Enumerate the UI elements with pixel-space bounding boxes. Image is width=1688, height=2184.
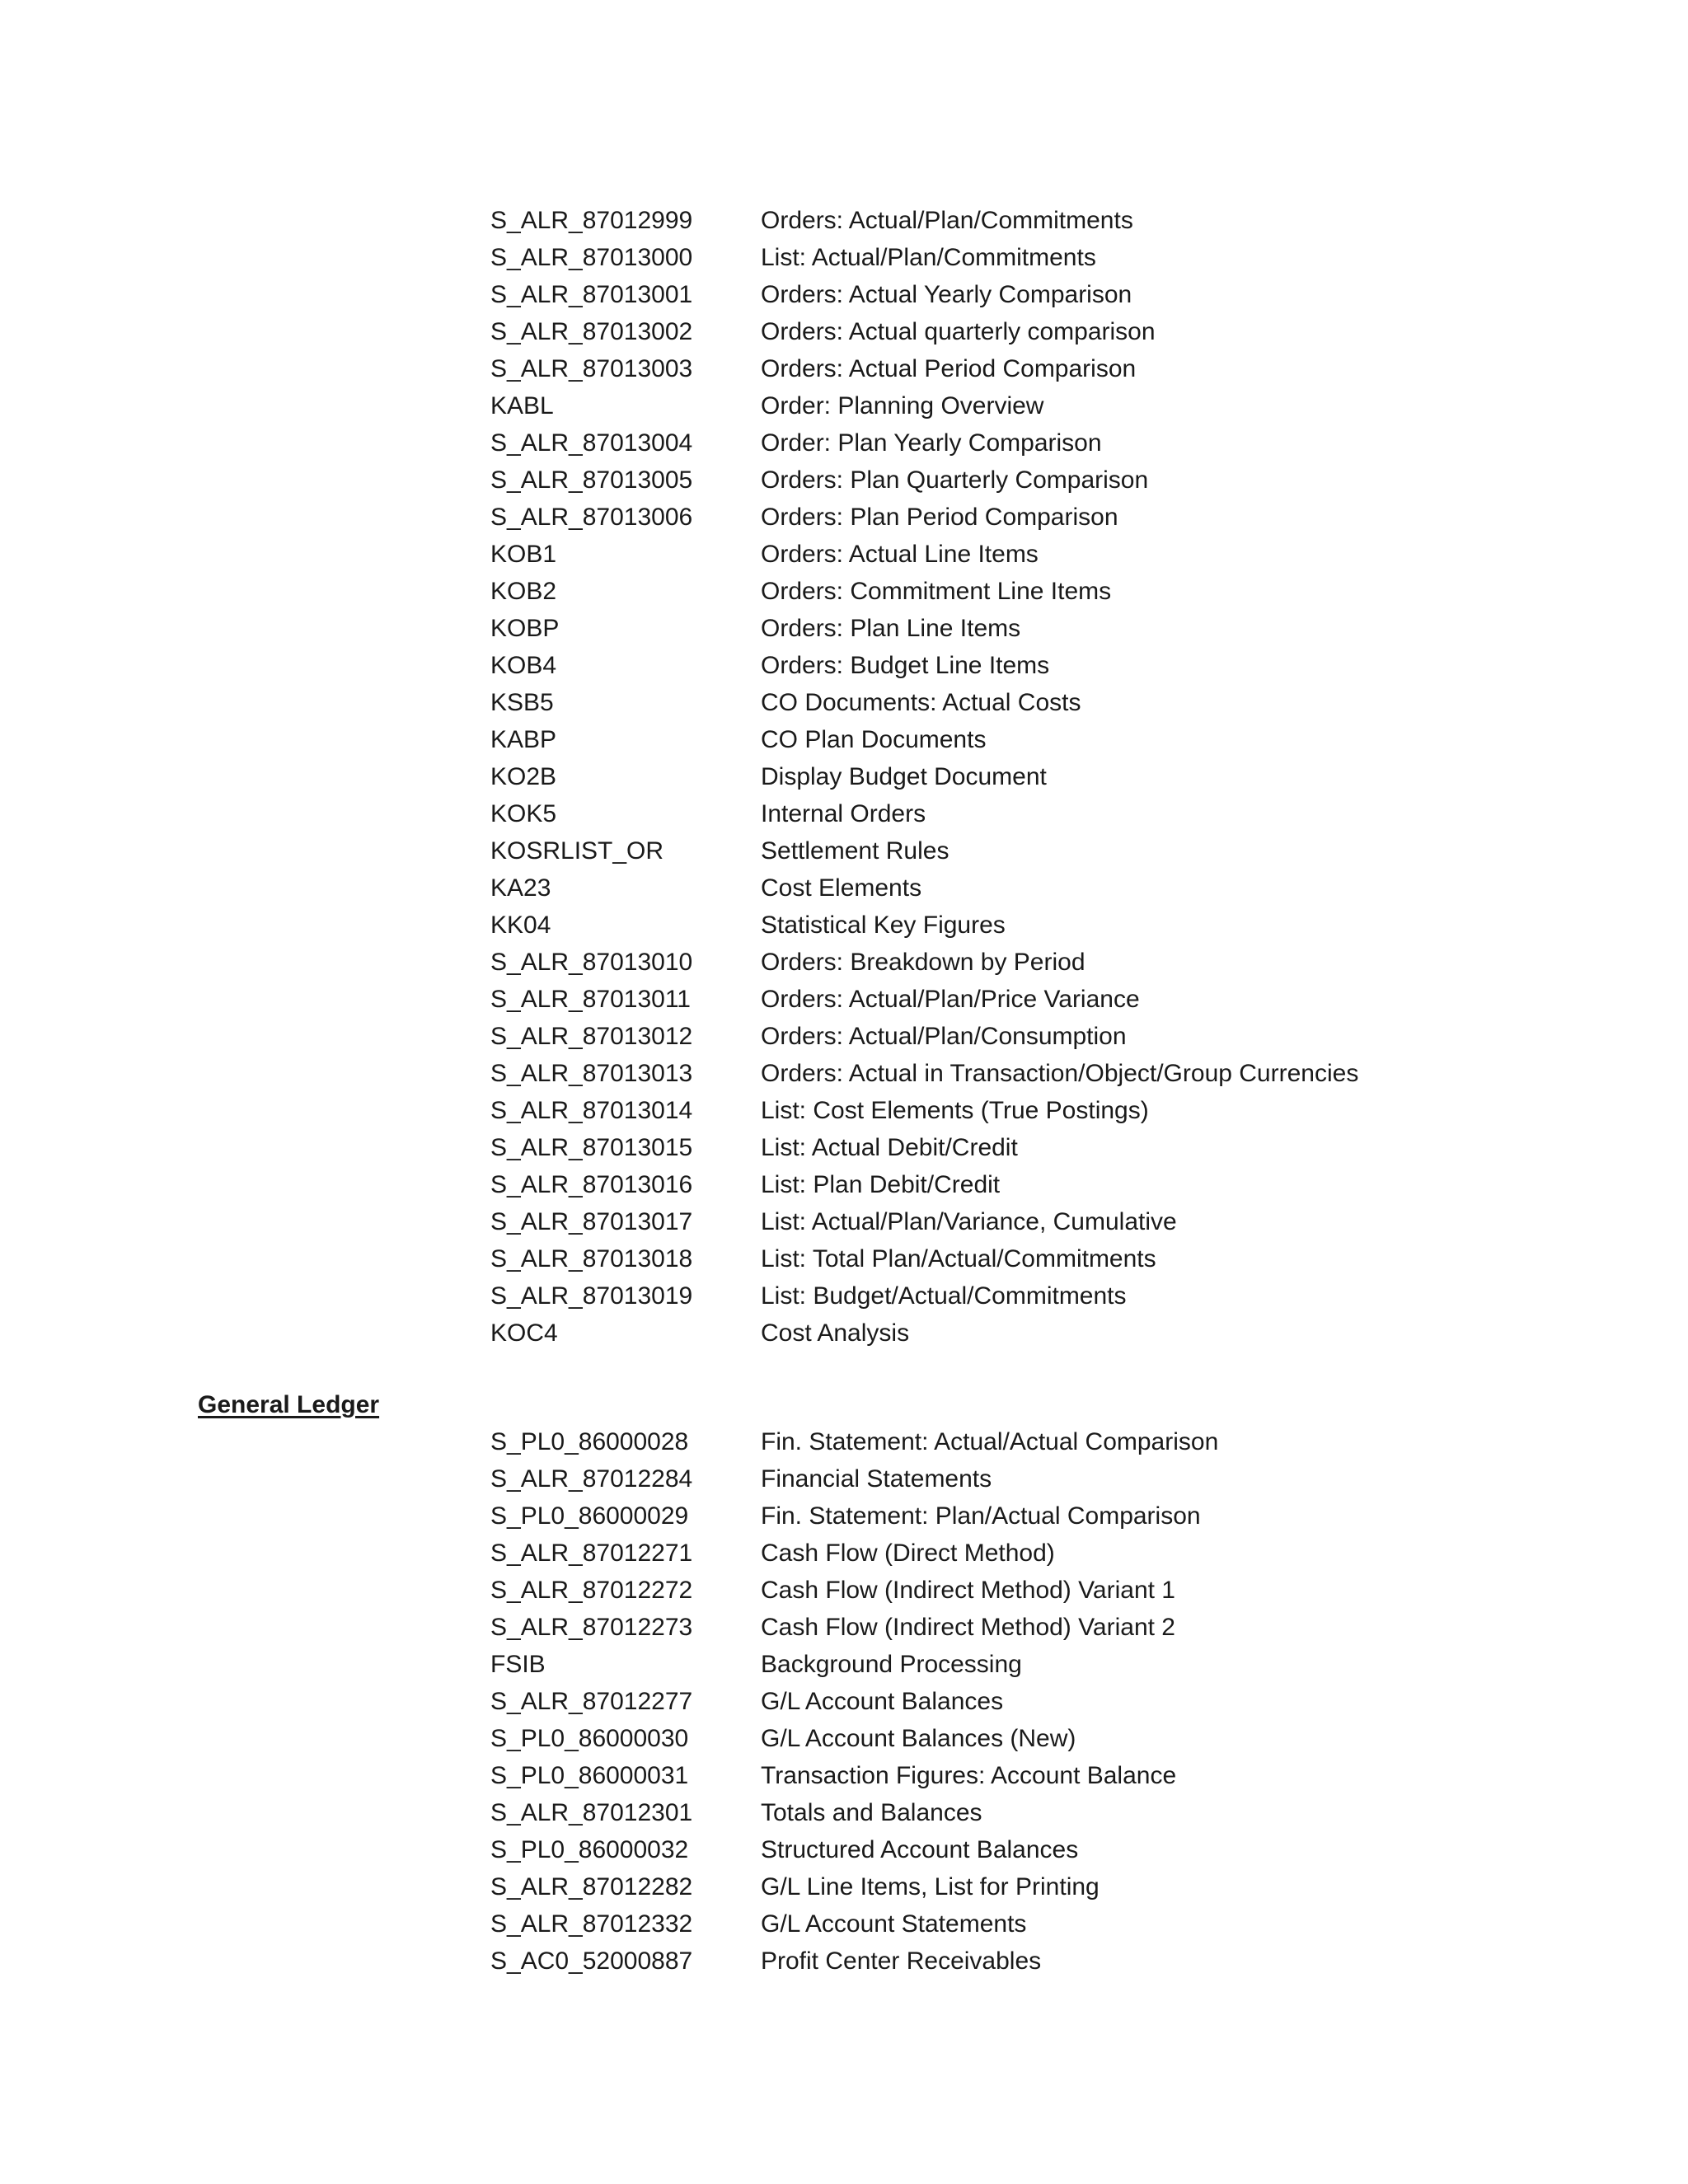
- transaction-description: Orders: Plan Quarterly Comparison: [761, 466, 1149, 494]
- transaction-description: List: Plan Debit/Credit: [761, 1171, 1001, 1198]
- transaction-description: Settlement Rules: [761, 837, 950, 865]
- transaction-code: S_ALR_87013018: [490, 1245, 693, 1272]
- transaction-row: [490, 1535, 1644, 1572]
- transaction-code: S_ALR_87013005: [490, 466, 693, 494]
- transaction-description: Display Budget Document: [761, 763, 1047, 790]
- transaction-description: Orders: Plan Line Items: [761, 615, 1021, 642]
- transaction-row: [490, 795, 1644, 832]
- transaction-row: [490, 313, 1644, 350]
- transaction-code: S_ALR_87013016: [490, 1171, 693, 1198]
- transaction-row: [490, 1720, 1644, 1757]
- transaction-row: [490, 1203, 1644, 1240]
- transaction-description: Statistical Key Figures: [761, 912, 1006, 939]
- transaction-row: [490, 1460, 1644, 1497]
- transaction-description: Orders: Breakdown by Period: [761, 949, 1085, 976]
- transaction-code: KOB4: [490, 652, 557, 679]
- transaction-row: [490, 610, 1644, 647]
- transaction-row: [490, 1166, 1644, 1203]
- transaction-row: [490, 1943, 1644, 1980]
- transaction-row: [490, 981, 1644, 1018]
- transaction-code: S_ALR_87013015: [490, 1134, 693, 1161]
- transaction-code: S_ALR_87013014: [490, 1097, 693, 1124]
- transaction-description: Orders: Budget Line Items: [761, 652, 1050, 679]
- transaction-row: [490, 907, 1644, 944]
- transaction-description: Cost Elements: [761, 874, 922, 902]
- orders-transaction-list: [490, 202, 1644, 1352]
- transaction-description: List: Actual/Plan/Variance, Cumulative: [761, 1208, 1177, 1235]
- transaction-code: S_ALR_87012332: [490, 1910, 693, 1938]
- transaction-description: Orders: Plan Period Comparison: [761, 504, 1118, 531]
- transaction-description: G/L Account Balances: [761, 1688, 1004, 1715]
- transaction-row: [490, 1831, 1644, 1868]
- transaction-row: [490, 1129, 1644, 1166]
- transaction-code: KO2B: [490, 763, 557, 790]
- transaction-row: [490, 350, 1644, 387]
- transaction-description: List: Budget/Actual/Commitments: [761, 1282, 1127, 1310]
- transaction-row: [490, 1497, 1644, 1535]
- transaction-code: KK04: [490, 912, 551, 939]
- transaction-row: [490, 239, 1644, 276]
- transaction-description: G/L Account Balances (New): [761, 1725, 1076, 1752]
- transaction-code: KOBP: [490, 615, 560, 642]
- transaction-code: S_ALR_87013013: [490, 1060, 693, 1087]
- transaction-row: [490, 424, 1644, 462]
- transaction-description: Orders: Actual Line Items: [761, 541, 1039, 568]
- transaction-row: [490, 721, 1644, 758]
- transaction-code: S_ALR_87012272: [490, 1577, 693, 1604]
- transaction-description: CO Documents: Actual Costs: [761, 689, 1081, 716]
- transaction-description: List: Actual/Plan/Commitments: [761, 244, 1096, 271]
- transaction-description: Internal Orders: [761, 800, 926, 827]
- transaction-row: [490, 1646, 1644, 1683]
- transaction-row: [490, 1868, 1644, 1905]
- transaction-code: S_ALR_87012271: [490, 1540, 693, 1567]
- transaction-row: [490, 1018, 1644, 1055]
- transaction-code: S_ALR_87012273: [490, 1614, 693, 1641]
- transaction-description: List: Actual Debit/Credit: [761, 1134, 1018, 1161]
- transaction-code: S_ALR_87012277: [490, 1688, 693, 1715]
- transaction-description: Cost Analysis: [761, 1319, 910, 1347]
- transaction-code: S_ALR_87013017: [490, 1208, 693, 1235]
- transaction-row: [490, 1757, 1644, 1794]
- transaction-code: S_ALR_87012284: [490, 1465, 693, 1493]
- transaction-description: Profit Center Receivables: [761, 1947, 1042, 1975]
- transaction-code: S_ALR_87013003: [490, 355, 693, 382]
- transaction-code: KOK5: [490, 800, 557, 827]
- transaction-code: FSIB: [490, 1651, 546, 1678]
- transaction-row: [490, 869, 1644, 907]
- transaction-row: [490, 1423, 1644, 1460]
- transaction-description: Structured Account Balances: [761, 1836, 1079, 1863]
- transaction-description: Cash Flow (Direct Method): [761, 1540, 1055, 1567]
- transaction-code: KABP: [490, 726, 557, 753]
- transaction-row: [490, 1277, 1644, 1315]
- transaction-description: Background Processing: [761, 1651, 1022, 1678]
- transaction-description: Orders: Actual in Transaction/Object/Group Currencies: [761, 1060, 1359, 1087]
- transaction-description: Transaction Figures: Account Balance: [761, 1762, 1177, 1789]
- transaction-row: [490, 462, 1644, 499]
- transaction-code: S_ALR_87012999: [490, 207, 693, 234]
- transaction-description: Cash Flow (Indirect Method) Variant 2: [761, 1614, 1175, 1641]
- transaction-row: [490, 536, 1644, 573]
- transaction-row: [490, 758, 1644, 795]
- transaction-row: [490, 1092, 1644, 1129]
- transaction-description: Orders: Actual/Plan/Price Variance: [761, 986, 1140, 1013]
- transaction-code: S_ALR_87013011: [490, 986, 691, 1013]
- transaction-code: S_ALR_87013002: [490, 318, 693, 345]
- transaction-row: [490, 1609, 1644, 1646]
- transaction-description: Order: Planning Overview: [761, 392, 1044, 419]
- transaction-description: Orders: Actual quarterly comparison: [761, 318, 1156, 345]
- transaction-code: KOB1: [490, 541, 557, 568]
- transaction-description: List: Cost Elements (True Postings): [761, 1097, 1149, 1124]
- transaction-row: [490, 202, 1644, 239]
- transaction-code: KSB5: [490, 689, 554, 716]
- transaction-code: S_ALR_87013012: [490, 1023, 693, 1050]
- transaction-code: S_ALR_87013019: [490, 1282, 693, 1310]
- transaction-code: KOB2: [490, 578, 557, 605]
- transaction-description: Fin. Statement: Actual/Actual Comparison: [761, 1428, 1219, 1455]
- transaction-description: Orders: Actual Period Comparison: [761, 355, 1137, 382]
- transaction-code: S_ALR_87013004: [490, 429, 693, 457]
- transaction-description: Cash Flow (Indirect Method) Variant 1: [761, 1577, 1175, 1604]
- transaction-description: G/L Account Statements: [761, 1910, 1027, 1938]
- transaction-row: [490, 944, 1644, 981]
- transaction-row: [490, 1240, 1644, 1277]
- transaction-row: [490, 573, 1644, 610]
- transaction-row: [490, 1905, 1644, 1943]
- transaction-row: [490, 647, 1644, 684]
- general-ledger-transaction-list: [490, 1423, 1644, 1980]
- transaction-description: List: Total Plan/Actual/Commitments: [761, 1245, 1156, 1272]
- transaction-row: [490, 1683, 1644, 1720]
- transaction-code: S_ALR_87013000: [490, 244, 693, 271]
- transaction-row: [490, 1315, 1644, 1352]
- transaction-code: KABL: [490, 392, 554, 419]
- transaction-code: S_ALR_87012301: [490, 1799, 693, 1826]
- transaction-code: KOSRLIST_OR: [490, 837, 664, 865]
- transaction-description: Order: Plan Yearly Comparison: [761, 429, 1102, 457]
- transaction-description: Orders: Actual/Plan/Consumption: [761, 1023, 1127, 1050]
- transaction-row: [490, 1572, 1644, 1609]
- transaction-code: S_PL0_86000028: [490, 1428, 689, 1455]
- transaction-row: [490, 832, 1644, 869]
- transaction-description: Orders: Actual Yearly Comparison: [761, 281, 1132, 308]
- general-ledger-heading: General Ledger: [198, 1391, 380, 1418]
- transaction-code: S_ALR_87013006: [490, 504, 693, 531]
- transaction-description: G/L Line Items, List for Printing: [761, 1873, 1100, 1900]
- transaction-code: S_ALR_87012282: [490, 1873, 693, 1900]
- transaction-row: [490, 276, 1644, 313]
- transaction-row: [490, 684, 1644, 721]
- transaction-description: CO Plan Documents: [761, 726, 987, 753]
- transaction-row: [490, 1794, 1644, 1831]
- transaction-code: S_ALR_87013010: [490, 949, 693, 976]
- transaction-description: Financial Statements: [761, 1465, 992, 1493]
- transaction-code: S_AC0_52000887: [490, 1947, 693, 1975]
- transaction-row: [490, 387, 1644, 424]
- transaction-row: [490, 499, 1644, 536]
- transaction-row: [490, 1055, 1644, 1092]
- transaction-code: S_PL0_86000029: [490, 1502, 689, 1530]
- transaction-description: Fin. Statement: Plan/Actual Comparison: [761, 1502, 1201, 1530]
- transaction-description: Orders: Actual/Plan/Commitments: [761, 207, 1133, 234]
- transaction-code: KA23: [490, 874, 551, 902]
- transaction-description: Orders: Commitment Line Items: [761, 578, 1112, 605]
- transaction-code: KOC4: [490, 1319, 558, 1347]
- transaction-description: Totals and Balances: [761, 1799, 982, 1826]
- transaction-code: S_PL0_86000030: [490, 1725, 689, 1752]
- transaction-code: S_PL0_86000032: [490, 1836, 689, 1863]
- transaction-code: S_ALR_87013001: [490, 281, 693, 308]
- transaction-code: S_PL0_86000031: [490, 1762, 689, 1789]
